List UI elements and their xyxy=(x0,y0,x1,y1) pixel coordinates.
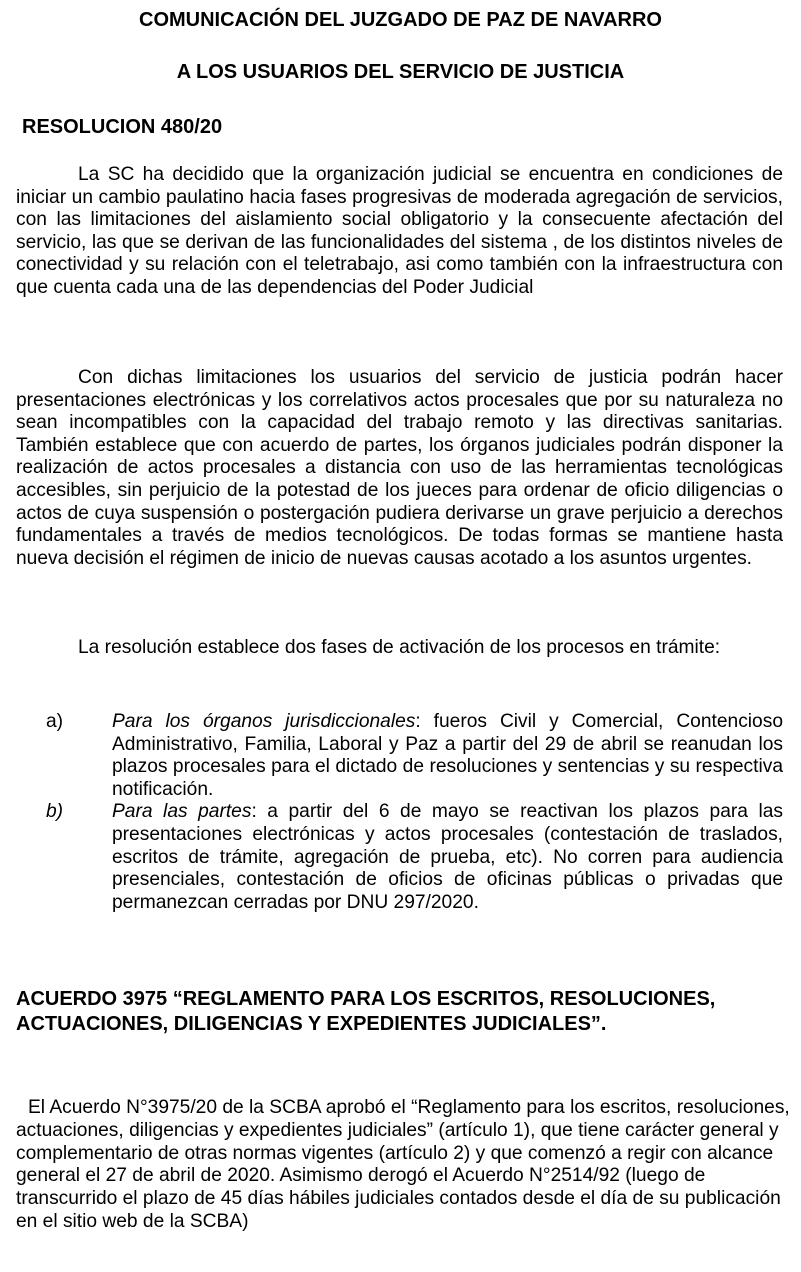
list-item xyxy=(0,801,801,914)
list-marker: a) xyxy=(46,711,64,732)
paragraph-acuerdo: El Acuerdo N°3975/20 de la SCBA aprobó el “Reglamento para los escritos, resoluciones, actuaciones, diligencias y expedientes judiciales” (artículo 1), que tiene carácter general y complementario de otras normas vigentes (artículo 2) y que comenzó a regir con alcance general el 27 de abril de 2020. Asimismo derogó el Acuerdo N°2514/92 (luego de transcurrido el plazo de 45 días hábiles judiciales contados desde el día de su publicación en el sitio web de la SCBA) xyxy=(16,1097,790,1232)
resolution-heading: RESOLUCION 480/20 xyxy=(22,116,223,138)
list-item-lead: Para las partes xyxy=(112,801,252,823)
phases-list xyxy=(0,711,801,914)
document-title: COMUNICACIÓN DEL JUZGADO DE PAZ DE NAVARRO xyxy=(139,9,662,31)
acuerdo-heading: ACUERDO 3975 “REGLAMENTO PARA LOS ESCRITOS, RESOLUCIONES, ACTUACIONES, DILIGENCIAS Y EXPEDIENTES JUDICIALES”. xyxy=(16,988,716,1035)
document-subtitle: A LOS USUARIOS DEL SERVICIO DE JUSTICIA xyxy=(176,61,625,83)
paragraph-resolution-intro: La SC ha decidido que la organización judicial se encuentra en condiciones de iniciar un cambio paulatino hacia fases progresivas de moderada agregación de servicios, con las limitaciones del aislamiento social obligatorio y la consecuente afectación del servicio, las que se derivan de las funcionalidades del sistema , de los distintos niveles de conectividad y su relación con el teletrabajo, asi como también con la infraestructura con que cuenta cada una de las dependencias del Poder Judicial xyxy=(16,164,783,298)
paragraph-phases-intro: La resolución establece dos fases de activación de los procesos en trámite: xyxy=(78,637,721,658)
list-item-body: : a partir del 6 de mayo se reactivan los plazos para las presentaciones electrónicas y actos procesales (contestación de traslados, escritos de trámite, agregación de prueba, etc). No corren para audiencia presenciales, contestación de oficios de oficinas públicas o privadas que permanezcan cerradas por DNU 297/2020. xyxy=(112,801,783,913)
list-item-text xyxy=(112,801,783,914)
list-item-text xyxy=(112,711,783,801)
list-marker: b) xyxy=(46,801,64,823)
list-item-lead: Para los órganos jurisdiccionales xyxy=(112,711,416,732)
list-item-body: : fueros Civil y Comercial, Contencioso Administrativo, Familia, Laboral y Paz a partir del 29 de abril se reanudan los plazos procesales para el dictado de resoluciones y sentencias y su respectiva notificación. xyxy=(112,711,783,800)
paragraph-limitations: Con dichas limitaciones los usuarios del servicio de justicia podrán hacer presentaciones electrónicas y los correlativos actos procesales que por su naturaleza no sean incompatibles con la capacidad del trabajo remoto y las directivas sanitarias. También establece que con acuerdo de partes, los órganos judiciales podrán disponer la realización de actos procesales a distancia con uso de las herramientas tecnológicas accesibles, sin perjuicio de la potestad de los jueces para ordenar de oficio diligencias o actos de cuya suspensión o postergación pudiera derivarse un grave perjuicio a derechos fundamentales a través de medios tecnológicos. De todas formas se mantiene hasta nueva decisión el régimen de inicio de nuevas causas acotado a los asuntos urgentes. xyxy=(16,367,783,569)
list-item xyxy=(0,711,801,801)
